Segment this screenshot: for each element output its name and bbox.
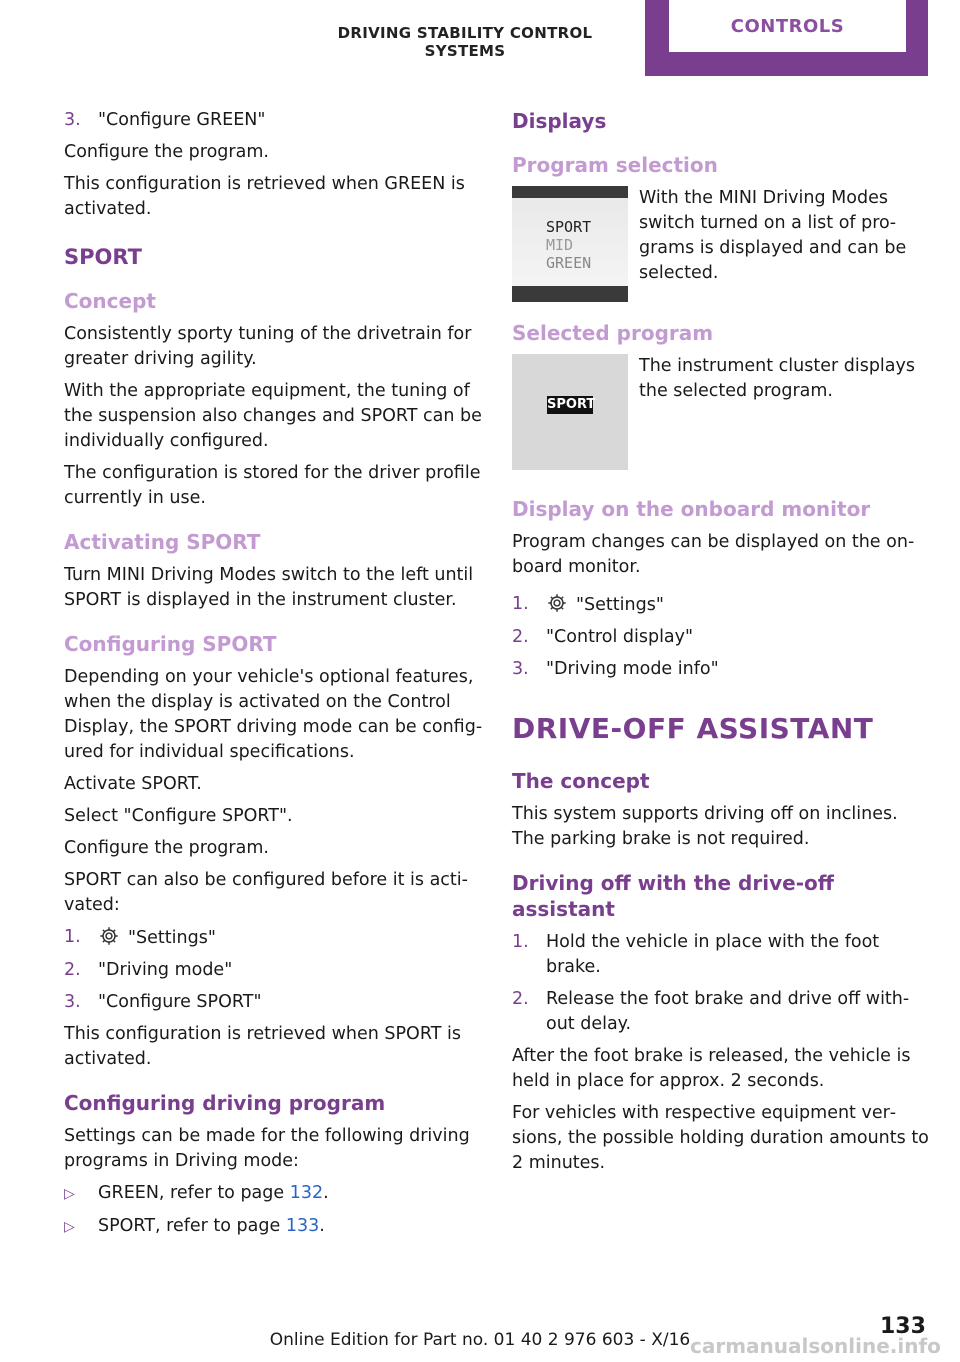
sport-badge: SPORT	[547, 397, 596, 412]
heading-the-concept: The concept	[512, 769, 650, 793]
step-text: Release the foot brake and drive off with‐out delay.	[546, 989, 910, 1034]
program-list-image	[512, 186, 628, 302]
heading-activating-sport: Activating SPORT	[64, 530, 261, 554]
step-number: 1.	[512, 594, 529, 614]
heading-selected-program: Selected program	[512, 321, 714, 345]
bullet-green	[64, 1181, 484, 1207]
step-settings	[64, 925, 484, 951]
step-text: "Driving mode"	[98, 960, 233, 980]
paragraph: Configure the program.	[64, 838, 269, 858]
gear-icon	[98, 925, 120, 947]
step-configure-green	[64, 108, 484, 133]
paragraph: Depending on your vehicle's optional features, when the display is activated on the Control Display, the SPORT driving mode can be config‐ured for individual specifications.	[64, 667, 483, 762]
image-line-green: GREEN	[546, 254, 592, 272]
heading-concept: Concept	[64, 289, 156, 313]
paragraph: The configuration is stored for the driver profile currently in use.	[64, 463, 481, 508]
bullet-end: .	[323, 1183, 329, 1203]
paragraph: This configuration is retrieved when GREEN is activated.	[64, 174, 465, 219]
paragraph: Settings can be made for the following driving programs in Driving mode:	[64, 1126, 470, 1171]
step-configure-sport	[64, 990, 484, 1015]
paragraph: Activate SPORT.	[64, 774, 202, 794]
heading-drive-off-assistant: DRIVE-OFF ASSISTANT	[512, 712, 874, 745]
step-text: "Control display"	[546, 627, 694, 647]
paragraph: SPORT can also be configured before it is acti‐vated:	[64, 870, 468, 915]
paragraph: Turn MINI Driving Modes switch to the left until SPORT is displayed in the instrument cluster.	[64, 565, 474, 610]
selected-program-block	[512, 354, 932, 470]
paragraph: For vehicles with respective equipment ver‐sions, the possible holding duration amounts to 2 minutes.	[512, 1103, 929, 1173]
bullet-triangle-icon: ▷	[64, 1219, 75, 1235]
step-number: 2.	[64, 960, 81, 980]
step-text: "Settings"	[576, 595, 664, 615]
page-link-133[interactable]: 133	[285, 1216, 320, 1236]
step-text: Hold the vehicle in place with the foot brake.	[546, 932, 880, 977]
bullet-content	[98, 1181, 484, 1207]
paragraph: Program changes can be displayed on the on‐board monitor.	[512, 532, 915, 577]
chapter-tab-label: CONTROLS	[730, 15, 845, 37]
step-content	[546, 592, 932, 618]
paragraph: After the foot brake is released, the vehicle is held in place for approx. 2 seconds.	[512, 1046, 911, 1091]
step-number: 1.	[512, 932, 529, 952]
heading-displays: Displays	[512, 109, 607, 133]
heading-program-selection: Program selection	[512, 153, 718, 177]
paragraph: With the appropriate equipment, the tuning of the suspension also changes and SPORT can be individually configured.	[64, 381, 482, 451]
bullet-triangle-icon: ▷	[64, 1186, 75, 1202]
step-content	[98, 925, 484, 951]
bullet-text: SPORT, refer to page	[98, 1216, 286, 1236]
left-column	[64, 108, 484, 1247]
paragraph: With the MINI Driving Modes switch turned on a list of pro‐grams is displayed and can be selected.	[639, 188, 907, 283]
heading-driving-off: Driving off with the drive-off assistant	[512, 871, 834, 921]
paragraph: Configure the program.	[64, 142, 269, 162]
step-driving-mode	[64, 958, 484, 983]
heading-configuring-sport: Configuring SPORT	[64, 632, 277, 656]
chapter-tab-inner	[669, 0, 906, 52]
paragraph: The instrument cluster displays the selected program.	[639, 356, 915, 401]
heading-sport: SPORT	[64, 245, 142, 269]
step-driving-mode-info	[512, 657, 932, 682]
paragraph: This system supports driving off on inclines. The parking brake is not required.	[512, 804, 898, 849]
paragraph: Select "Configure SPORT".	[64, 806, 293, 826]
heading-configuring-driving-program: Configuring driving program	[64, 1091, 386, 1115]
step-hold-vehicle	[512, 930, 932, 980]
edition-footer: Online Edition for Part no. 01 40 2 976 603 - X/16	[269, 1330, 691, 1350]
bullet-content	[98, 1214, 484, 1240]
chapter-tab	[645, 0, 928, 76]
paragraph: This configuration is retrieved when SPORT is activated.	[64, 1024, 461, 1069]
step-text: "Configure SPORT"	[98, 992, 262, 1012]
step-number: 3.	[64, 110, 81, 130]
gear-icon	[546, 592, 568, 614]
step-control-display	[512, 625, 932, 650]
right-column	[512, 108, 932, 1183]
bullet-end: .	[319, 1216, 325, 1236]
bullet-sport	[64, 1214, 484, 1240]
image-line-sport: SPORT	[546, 218, 592, 236]
step-number: 3.	[64, 992, 81, 1012]
image-line-mid: MID	[546, 236, 574, 254]
step-settings	[512, 592, 932, 618]
paragraph: Consistently sporty tuning of the drivetrain for greater driving agility.	[64, 324, 472, 369]
heading-onboard-monitor: Display on the onboard monitor	[512, 497, 871, 521]
section-title: DRIVING STABILITY CONTROL SYSTEMS	[337, 24, 593, 60]
watermark: carmanualsonline.info	[690, 1334, 941, 1358]
step-text: "Settings"	[128, 928, 216, 948]
step-release-brake	[512, 987, 932, 1037]
program-selection-block	[512, 186, 932, 302]
page-link-132[interactable]: 132	[289, 1183, 324, 1203]
page-number: 133	[880, 1314, 926, 1339]
step-text: "Driving mode info"	[546, 659, 719, 679]
step-number: 1.	[64, 927, 81, 947]
step-number: 2.	[512, 989, 529, 1009]
selected-program-image	[512, 354, 628, 470]
step-number: 3.	[512, 659, 529, 679]
bullet-text: GREEN, refer to page	[98, 1183, 290, 1203]
step-text: "Configure GREEN"	[98, 110, 266, 130]
step-number: 2.	[512, 627, 529, 647]
